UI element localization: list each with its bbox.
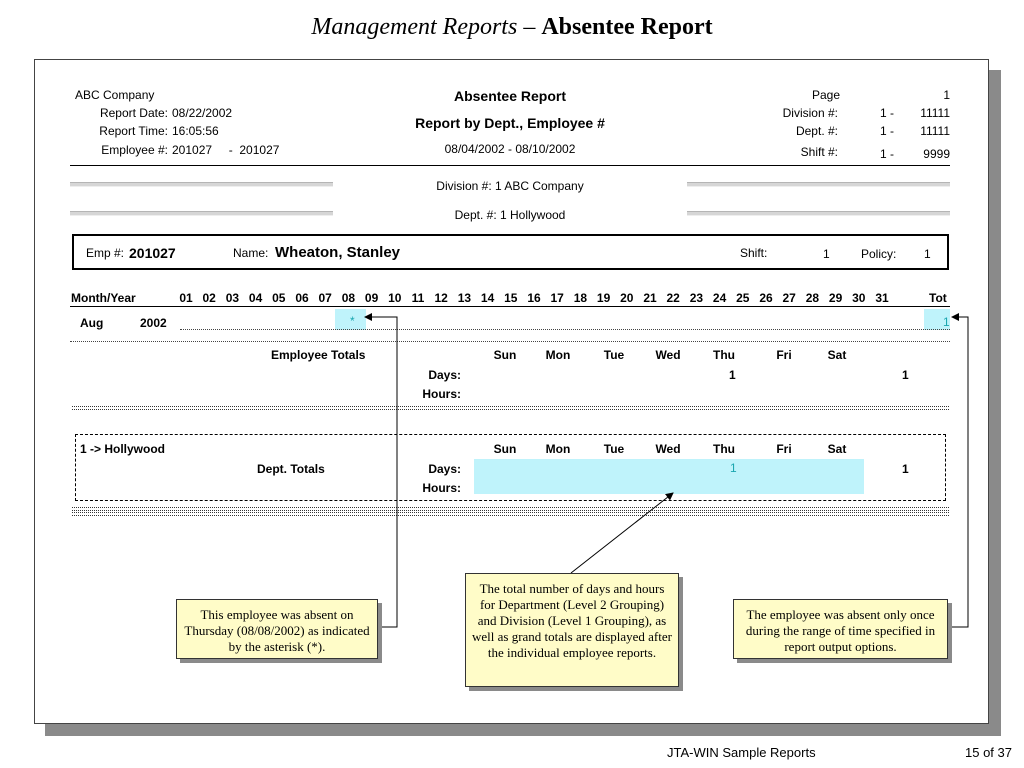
shift-filter-from: 1 - [880,147,895,161]
dept-totals-label: Dept. Totals [257,462,325,476]
dept-line: Dept. #: 1 Hollywood [454,208,566,222]
shift-filter-label: Shift #: [800,145,838,159]
dept-hours-label: Hours: [422,481,461,495]
emp-policy: 1 [924,247,931,261]
dept_totals-weekday-tue: Tue [603,442,625,456]
report-time-label: Report Time: [99,124,168,138]
report-time: 16:05:56 [172,124,219,138]
callout-absent-day: This employee was absent on Thursday (08/08/2002) as indicated by the asterisk (*). [176,599,378,659]
day-header-01: 01 [179,291,193,305]
day-header-21: 21 [643,291,657,305]
employee-name-label: Name: [233,246,269,260]
slide-title-section: Management Reports – [311,14,536,40]
dept_totals-weekday-mon: Mon [545,442,571,456]
day-header-23: 23 [689,291,704,305]
report-date: 08/22/2002 [172,106,233,120]
division-line: Division #: 1 ABC Company [436,179,584,193]
calendar-total-value: 1 [943,315,950,329]
dept-filter-label: Dept. #: [795,124,838,138]
emp-policy-label: Policy: [861,247,897,261]
employee_totals-weekday-wed: Wed [655,348,681,362]
employee-name: Wheaton, Stanley [275,244,401,261]
day-header-15: 15 [504,291,518,305]
emp-shift-label: Shift: [740,246,768,260]
division-filter-to: 11111 [920,106,950,120]
employee-total-days: 1 [902,368,909,382]
division-filter-label: Division #: [782,106,838,120]
row-year: 2002 [140,316,167,330]
emp-number: 201027 [129,245,176,261]
day-header-17: 17 [550,291,564,305]
employee-thu-days: 1 [729,368,736,382]
report-date-range: 08/04/2002 - 08/10/2002 [444,142,576,156]
page-label: Page [811,88,840,102]
report-subtitle: Report by Dept., Employee # [415,115,605,131]
day-header-22: 22 [666,291,680,305]
employee-days-label: Days: [428,368,461,382]
day-header-20: 20 [620,291,634,305]
slide-title-topic: Absentee Report [541,14,713,40]
dept-thu-days: 1 [730,461,737,475]
callout-group-totals: The total number of days and hours for Department (Level 2 Grouping) and Division (Level 1 Grouping), as well as grand totals are displayed after the individual employee reports. [465,573,679,687]
report-title: Absentee Report [453,88,567,104]
dept_totals-weekday-thu: Thu [713,442,735,456]
row-month: Aug [80,316,104,330]
dept_totals-weekday-wed: Wed [655,442,681,456]
emp-shift: 1 [823,247,830,261]
employee-hours-label: Hours: [422,387,461,401]
day-header-16: 16 [527,291,541,305]
employee_totals-weekday-sun: Sun [493,348,517,362]
day-header-07: 07 [318,291,332,305]
dept-filter-from: 1 - [880,124,895,138]
dept_totals-weekday-sun: Sun [493,442,517,456]
dept-filter-to: 11111 [920,124,950,138]
day-header-29: 29 [828,291,843,305]
day-header-11: 11 [411,291,425,305]
employee_totals-weekday-fri: Fri [776,348,792,362]
employee_totals-weekday-sat: Sat [827,348,847,362]
dept-group-label: 1 -> Hollywood [80,442,166,456]
day-header-27: 27 [782,291,796,305]
day-header-31: 31 [875,291,889,305]
center-callout-connector [571,493,673,573]
absent-asterisk: * [350,314,355,328]
company-name: ABC Company [75,88,155,102]
callout-total-absence: The employee was absent only once during the range of time specified in report output options. [733,599,948,659]
day-header-06: 06 [295,291,309,305]
employee_totals-weekday-mon: Mon [545,348,571,362]
report-date-label: Report Date: [99,106,168,120]
employee_totals-weekday-thu: Thu [713,348,735,362]
day-header-02: 02 [202,291,216,305]
day-header-19: 19 [596,291,611,305]
day-header-14: 14 [480,291,495,305]
day-header-28: 28 [805,291,820,305]
employee_totals-weekday-tue: Tue [603,348,625,362]
shift-filter-to: 9999 [923,147,950,161]
day-header-05: 05 [272,291,286,305]
month-year-header: Month/Year [71,291,136,305]
page-value: 1 [943,88,950,102]
dept-total-days: 1 [902,462,909,476]
dept-days-label: Days: [428,462,461,476]
day-header-30: 30 [852,291,866,305]
day-header-09: 09 [364,291,379,305]
left-callout-connector [365,317,397,627]
total-header: Tot [929,291,947,305]
day-header-25: 25 [736,291,750,305]
dept_totals-weekday-sat: Sat [827,442,847,456]
footer-page-number: 15 of 37 [965,745,1012,760]
employee-totals-label: Employee Totals [271,348,366,362]
day-header-12: 12 [434,291,448,305]
emp-number-label: Emp #: [86,246,125,260]
day-header-04: 04 [248,291,263,305]
day-header-03: 03 [225,291,240,305]
dept_totals-weekday-fri: Fri [776,442,792,456]
day-header-26: 26 [759,291,773,305]
day-header-08: 08 [341,291,356,305]
division-filter-from: 1 - [880,106,895,120]
day-header-18: 18 [573,291,588,305]
day-header-10: 10 [388,291,402,305]
footer-app-name: JTA-WIN Sample Reports [667,745,816,760]
day-header-24: 24 [712,291,727,305]
day-header-13: 13 [457,291,472,305]
right-callout-connector [948,317,968,627]
employee-range-label: Employee #: [101,143,168,157]
employee-range: 201027 - 201027 [172,143,280,157]
